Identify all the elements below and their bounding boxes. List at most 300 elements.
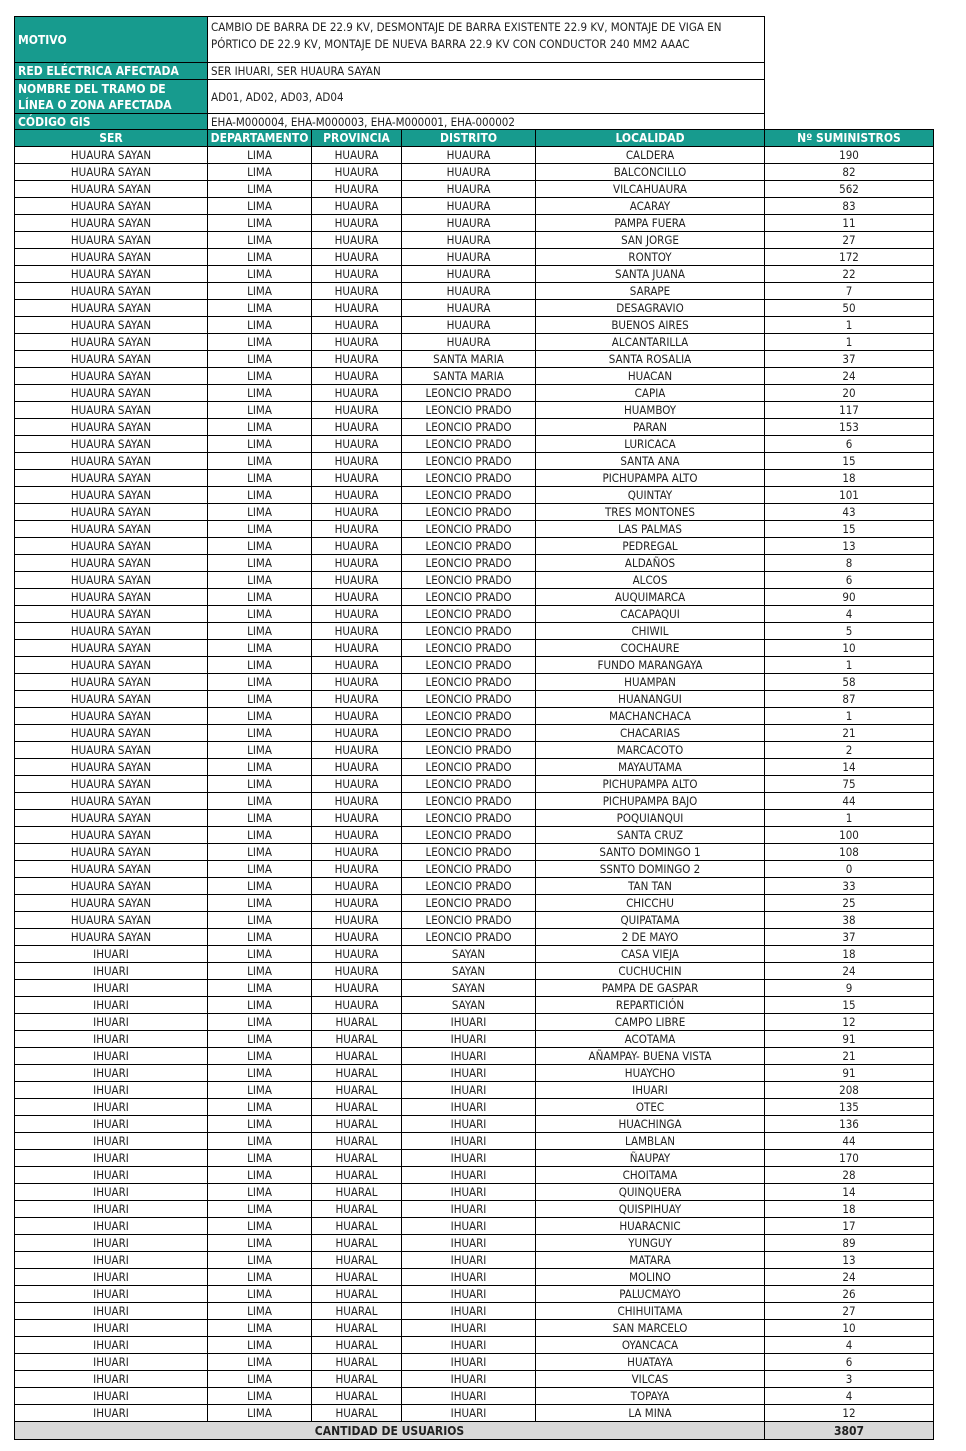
cell-departamento: LIMA — [208, 895, 312, 912]
cell-suministros: 1 — [765, 317, 934, 334]
cell-suministros: 38 — [765, 912, 934, 929]
table-row — [15, 810, 934, 827]
cell-suministros: 170 — [765, 1150, 934, 1167]
cell-departamento: LIMA — [208, 572, 312, 589]
table-row — [15, 844, 934, 861]
table-row — [15, 232, 934, 249]
cell-distrito: HUAURA — [402, 283, 536, 300]
table-row — [15, 368, 934, 385]
cell-departamento: LIMA — [208, 436, 312, 453]
table-row — [15, 215, 934, 232]
cell-suministros: 0 — [765, 861, 934, 878]
table-row — [15, 1099, 934, 1116]
cell-departamento: LIMA — [208, 1269, 312, 1286]
cell-departamento: LIMA — [208, 878, 312, 895]
cell-distrito: LEONCIO PRADO — [402, 895, 536, 912]
cell-distrito: LEONCIO PRADO — [402, 827, 536, 844]
cell-departamento: LIMA — [208, 1337, 312, 1354]
table-row — [15, 453, 934, 470]
cell-localidad: PALUCMAYO — [536, 1286, 765, 1303]
cell-suministros: 50 — [765, 300, 934, 317]
table-row — [15, 997, 934, 1014]
cell-departamento: LIMA — [208, 453, 312, 470]
cell-distrito: LEONCIO PRADO — [402, 793, 536, 810]
tramo-label-line-1: NOMBRE DEL TRAMO DE — [18, 81, 166, 96]
cell-suministros: 15 — [765, 997, 934, 1014]
cell-departamento: LIMA — [208, 1099, 312, 1116]
cell-suministros: 24 — [765, 368, 934, 385]
cell-departamento: LIMA — [208, 1286, 312, 1303]
cell-ser: IHUARI — [15, 980, 208, 997]
cell-localidad: CHIWIL — [536, 623, 765, 640]
table-row — [15, 742, 934, 759]
cell-departamento: LIMA — [208, 1320, 312, 1337]
table-row — [15, 487, 934, 504]
cell-ser: HUAURA SAYAN — [15, 691, 208, 708]
cell-departamento: LIMA — [208, 1218, 312, 1235]
cell-provincia: HUAURA — [312, 895, 402, 912]
cell-localidad: ALCANTARILLA — [536, 334, 765, 351]
cell-provincia: HUAURA — [312, 300, 402, 317]
table-row — [15, 572, 934, 589]
cell-suministros: 44 — [765, 1133, 934, 1150]
cell-provincia: HUAURA — [312, 674, 402, 691]
cell-departamento: LIMA — [208, 198, 312, 215]
cell-distrito: LEONCIO PRADO — [402, 657, 536, 674]
cell-distrito: SANTA MARIA — [402, 351, 536, 368]
cell-distrito: IHUARI — [402, 1405, 536, 1422]
cell-ser: HUAURA SAYAN — [15, 657, 208, 674]
cell-departamento: LIMA — [208, 1201, 312, 1218]
cell-ser: IHUARI — [15, 1048, 208, 1065]
motivo-label: MOTIVO — [15, 17, 208, 63]
cell-departamento: LIMA — [208, 776, 312, 793]
col-header-localidad: LOCALIDAD — [536, 130, 765, 147]
col-header-departamento: DEPARTAMENTO — [208, 130, 312, 147]
cell-localidad: FUNDO MARANGAYA — [536, 657, 765, 674]
cell-ser: HUAURA SAYAN — [15, 708, 208, 725]
cell-departamento: LIMA — [208, 623, 312, 640]
cell-ser: HUAURA SAYAN — [15, 742, 208, 759]
cell-departamento: LIMA — [208, 708, 312, 725]
cell-ser: IHUARI — [15, 1337, 208, 1354]
cell-provincia: HUAURA — [312, 929, 402, 946]
cell-provincia: HUARAL — [312, 1218, 402, 1235]
cell-departamento: LIMA — [208, 725, 312, 742]
cell-distrito: LEONCIO PRADO — [402, 419, 536, 436]
cell-localidad: LAS PALMAS — [536, 521, 765, 538]
cell-ser: HUAURA SAYAN — [15, 198, 208, 215]
cell-departamento: LIMA — [208, 1014, 312, 1031]
cell-suministros: 21 — [765, 1048, 934, 1065]
cell-distrito: HUAURA — [402, 317, 536, 334]
cell-ser: HUAURA SAYAN — [15, 402, 208, 419]
cell-suministros: 58 — [765, 674, 934, 691]
table-row — [15, 181, 934, 198]
cell-localidad: SAN MARCELO — [536, 1320, 765, 1337]
cell-provincia: HUAURA — [312, 470, 402, 487]
cell-provincia: HUARAL — [312, 1099, 402, 1116]
cell-ser: HUAURA SAYAN — [15, 368, 208, 385]
cell-ser: IHUARI — [15, 1371, 208, 1388]
cell-distrito: IHUARI — [402, 1167, 536, 1184]
cell-ser: IHUARI — [15, 1082, 208, 1099]
cell-localidad: SSNTO DOMINGO 2 — [536, 861, 765, 878]
table-row — [15, 1116, 934, 1133]
cell-suministros: 101 — [765, 487, 934, 504]
table-row — [15, 895, 934, 912]
cell-departamento: LIMA — [208, 1150, 312, 1167]
cell-suministros: 89 — [765, 1235, 934, 1252]
cell-suministros: 43 — [765, 504, 934, 521]
cell-provincia: HUAURA — [312, 198, 402, 215]
cell-ser: HUAURA SAYAN — [15, 181, 208, 198]
cell-localidad: PICHUPAMPA BAJO — [536, 793, 765, 810]
cell-localidad: SANTA CRUZ — [536, 827, 765, 844]
cell-suministros: 1 — [765, 708, 934, 725]
red-row — [15, 63, 934, 80]
cell-provincia: HUAURA — [312, 147, 402, 164]
cell-suministros: 190 — [765, 147, 934, 164]
table-row — [15, 249, 934, 266]
table-row — [15, 623, 934, 640]
cell-ser: HUAURA SAYAN — [15, 878, 208, 895]
cell-suministros: 3 — [765, 1371, 934, 1388]
table-row — [15, 776, 934, 793]
cell-distrito: SAYAN — [402, 980, 536, 997]
table-row — [15, 1065, 934, 1082]
table-row — [15, 351, 934, 368]
cell-distrito: LEONCIO PRADO — [402, 759, 536, 776]
cell-ser: HUAURA SAYAN — [15, 793, 208, 810]
table-row — [15, 606, 934, 623]
cell-localidad: ALDAÑOS — [536, 555, 765, 572]
cell-distrito: LEONCIO PRADO — [402, 929, 536, 946]
cell-localidad: OTEC — [536, 1099, 765, 1116]
cell-distrito: LEONCIO PRADO — [402, 878, 536, 895]
cell-distrito: HUAURA — [402, 232, 536, 249]
cell-localidad: CHICCHU — [536, 895, 765, 912]
cell-suministros: 117 — [765, 402, 934, 419]
cell-departamento: LIMA — [208, 317, 312, 334]
cell-provincia: HUAURA — [312, 742, 402, 759]
cell-ser: IHUARI — [15, 1150, 208, 1167]
cell-distrito: HUAURA — [402, 164, 536, 181]
cell-suministros: 27 — [765, 232, 934, 249]
col-header-distrito: DISTRITO — [402, 130, 536, 147]
table-row — [15, 708, 934, 725]
cell-ser: HUAURA SAYAN — [15, 810, 208, 827]
cell-distrito: IHUARI — [402, 1303, 536, 1320]
cell-distrito: LEONCIO PRADO — [402, 708, 536, 725]
cell-ser: IHUARI — [15, 1218, 208, 1235]
total-row — [15, 1422, 934, 1440]
cell-provincia: HUAURA — [312, 997, 402, 1014]
cell-provincia: HUARAL — [312, 1116, 402, 1133]
cell-ser: IHUARI — [15, 1133, 208, 1150]
table-row — [15, 385, 934, 402]
cell-localidad: PAMPA FUERA — [536, 215, 765, 232]
cell-departamento: LIMA — [208, 589, 312, 606]
cell-localidad: HUAMPAN — [536, 674, 765, 691]
cell-suministros: 1 — [765, 334, 934, 351]
table-row — [15, 504, 934, 521]
cell-distrito: HUAURA — [402, 334, 536, 351]
cell-distrito: HUAURA — [402, 198, 536, 215]
cell-departamento: LIMA — [208, 742, 312, 759]
cell-provincia: HUAURA — [312, 878, 402, 895]
col-header-provincia: PROVINCIA — [312, 130, 402, 147]
cell-provincia: HUAURA — [312, 266, 402, 283]
cell-suministros: 1 — [765, 810, 934, 827]
table-row — [15, 1405, 934, 1422]
cell-provincia: HUAURA — [312, 793, 402, 810]
cell-localidad: CASA VIEJA — [536, 946, 765, 963]
cell-departamento: LIMA — [208, 1048, 312, 1065]
cell-departamento: LIMA — [208, 232, 312, 249]
motivo-row — [15, 17, 934, 63]
cell-localidad: CUCHUCHIN — [536, 963, 765, 980]
cell-suministros: 562 — [765, 181, 934, 198]
cell-departamento: LIMA — [208, 1133, 312, 1150]
cell-suministros: 91 — [765, 1031, 934, 1048]
col-header-suministros: Nº SUMINISTROS — [765, 130, 934, 147]
cell-localidad: SAN JORGE — [536, 232, 765, 249]
cell-distrito: LEONCIO PRADO — [402, 453, 536, 470]
cell-ser: HUAURA SAYAN — [15, 470, 208, 487]
table-row — [15, 1286, 934, 1303]
cell-suministros: 24 — [765, 963, 934, 980]
cell-ser: IHUARI — [15, 1286, 208, 1303]
cell-localidad: MARCACOTO — [536, 742, 765, 759]
cell-departamento: LIMA — [208, 1354, 312, 1371]
cell-ser: HUAURA SAYAN — [15, 572, 208, 589]
cell-localidad: LURICACA — [536, 436, 765, 453]
cell-localidad: IHUARI — [536, 1082, 765, 1099]
cell-distrito: LEONCIO PRADO — [402, 776, 536, 793]
cell-provincia: HUARAL — [312, 1031, 402, 1048]
cell-distrito: SAYAN — [402, 963, 536, 980]
table-row — [15, 538, 934, 555]
cell-suministros: 18 — [765, 1201, 934, 1218]
cell-departamento: LIMA — [208, 1116, 312, 1133]
total-value: 3807 — [765, 1422, 934, 1440]
cell-ser: IHUARI — [15, 1201, 208, 1218]
cell-distrito: LEONCIO PRADO — [402, 623, 536, 640]
cell-ser: HUAURA SAYAN — [15, 147, 208, 164]
cell-distrito: IHUARI — [402, 1252, 536, 1269]
table-row — [15, 1031, 934, 1048]
cell-departamento: LIMA — [208, 385, 312, 402]
cell-ser: IHUARI — [15, 1354, 208, 1371]
cell-suministros: 13 — [765, 538, 934, 555]
cell-provincia: HUAURA — [312, 249, 402, 266]
cell-ser: HUAURA SAYAN — [15, 827, 208, 844]
cell-ser: IHUARI — [15, 1235, 208, 1252]
cell-localidad: HUANANGUI — [536, 691, 765, 708]
cell-suministros: 27 — [765, 1303, 934, 1320]
table-row — [15, 674, 934, 691]
cell-departamento: LIMA — [208, 861, 312, 878]
table-row — [15, 266, 934, 283]
cell-ser: HUAURA SAYAN — [15, 232, 208, 249]
cell-suministros: 7 — [765, 283, 934, 300]
cell-departamento: LIMA — [208, 300, 312, 317]
cell-provincia: HUAURA — [312, 453, 402, 470]
cell-localidad: 2 DE MAYO — [536, 929, 765, 946]
cell-localidad: COCHAURE — [536, 640, 765, 657]
cell-suministros: 37 — [765, 929, 934, 946]
cell-provincia: HUAURA — [312, 963, 402, 980]
cell-provincia: HUAURA — [312, 708, 402, 725]
cell-localidad: TRES MONTONES — [536, 504, 765, 521]
cell-provincia: HUAURA — [312, 487, 402, 504]
table-row — [15, 861, 934, 878]
cell-distrito: IHUARI — [402, 1065, 536, 1082]
cell-distrito: LEONCIO PRADO — [402, 691, 536, 708]
cell-ser: IHUARI — [15, 1014, 208, 1031]
cell-localidad: LA MINA — [536, 1405, 765, 1422]
cell-distrito: LEONCIO PRADO — [402, 674, 536, 691]
cell-distrito: IHUARI — [402, 1337, 536, 1354]
cell-provincia: HUAURA — [312, 725, 402, 742]
table-row — [15, 283, 934, 300]
table-row — [15, 198, 934, 215]
cell-suministros: 11 — [765, 215, 934, 232]
table-row — [15, 1235, 934, 1252]
table-row — [15, 147, 934, 164]
tramo-row — [15, 80, 934, 114]
red-value: SER IHUARI, SER HUAURA SAYAN — [208, 63, 765, 80]
cell-provincia: HUAURA — [312, 555, 402, 572]
cell-departamento: LIMA — [208, 674, 312, 691]
cell-provincia: HUAURA — [312, 181, 402, 198]
gis-value: EHA-M000004, EHA-M000003, EHA-M000001, EHA-000002 — [208, 114, 765, 130]
cell-suministros: 4 — [765, 1337, 934, 1354]
cell-localidad: QUIPATAMA — [536, 912, 765, 929]
cell-suministros: 44 — [765, 793, 934, 810]
cell-ser: HUAURA SAYAN — [15, 385, 208, 402]
cell-suministros: 18 — [765, 470, 934, 487]
table-row — [15, 317, 934, 334]
cell-distrito: IHUARI — [402, 1218, 536, 1235]
cell-departamento: LIMA — [208, 1303, 312, 1320]
table-row — [15, 691, 934, 708]
table-row — [15, 1252, 934, 1269]
tramo-label — [15, 80, 208, 114]
cell-localidad: QUINQUERA — [536, 1184, 765, 1201]
table-row — [15, 1269, 934, 1286]
cell-localidad: SARAPE — [536, 283, 765, 300]
cell-localidad: SANTA ANA — [536, 453, 765, 470]
cell-localidad: MOLINO — [536, 1269, 765, 1286]
cell-provincia: HUAURA — [312, 861, 402, 878]
cell-suministros: 13 — [765, 1252, 934, 1269]
cell-localidad: TAN TAN — [536, 878, 765, 895]
cell-suministros: 5 — [765, 623, 934, 640]
cell-provincia: HUAURA — [312, 504, 402, 521]
cell-provincia: HUARAL — [312, 1167, 402, 1184]
cell-localidad: AUQUIMARCA — [536, 589, 765, 606]
cell-provincia: HUARAL — [312, 1320, 402, 1337]
cell-ser: IHUARI — [15, 1099, 208, 1116]
table-row — [15, 1218, 934, 1235]
cell-departamento: LIMA — [208, 181, 312, 198]
cell-suministros: 91 — [765, 1065, 934, 1082]
cell-departamento: LIMA — [208, 249, 312, 266]
cell-ser: HUAURA SAYAN — [15, 538, 208, 555]
table-row — [15, 1371, 934, 1388]
cell-suministros: 2 — [765, 742, 934, 759]
cell-provincia: HUARAL — [312, 1201, 402, 1218]
cell-departamento: LIMA — [208, 538, 312, 555]
cell-localidad: HUATAYA — [536, 1354, 765, 1371]
cell-localidad: HUACAN — [536, 368, 765, 385]
cell-provincia: HUARAL — [312, 1048, 402, 1065]
cell-suministros: 21 — [765, 725, 934, 742]
cell-distrito: IHUARI — [402, 1150, 536, 1167]
table-row — [15, 1201, 934, 1218]
cell-localidad: QUISPIHUAY — [536, 1201, 765, 1218]
cell-ser: HUAURA SAYAN — [15, 300, 208, 317]
cell-distrito: SANTA MARIA — [402, 368, 536, 385]
cell-provincia: HUAURA — [312, 912, 402, 929]
cell-suministros: 15 — [765, 453, 934, 470]
cell-departamento: LIMA — [208, 1031, 312, 1048]
gis-label: CÓDIGO GIS — [15, 114, 208, 130]
cell-ser: HUAURA SAYAN — [15, 929, 208, 946]
cell-departamento: LIMA — [208, 164, 312, 181]
cell-distrito: LEONCIO PRADO — [402, 606, 536, 623]
cell-suministros: 172 — [765, 249, 934, 266]
table-row — [15, 436, 934, 453]
cell-ser: HUAURA SAYAN — [15, 334, 208, 351]
cell-ser: HUAURA SAYAN — [15, 351, 208, 368]
cell-departamento: LIMA — [208, 759, 312, 776]
cell-localidad: POQUIANQUI — [536, 810, 765, 827]
cell-localidad: ACOTAMA — [536, 1031, 765, 1048]
cell-ser: HUAURA SAYAN — [15, 606, 208, 623]
cell-ser: HUAURA SAYAN — [15, 283, 208, 300]
cell-provincia: HUAURA — [312, 351, 402, 368]
cell-ser: HUAURA SAYAN — [15, 266, 208, 283]
cell-localidad: PICHUPAMPA ALTO — [536, 470, 765, 487]
table-row — [15, 980, 934, 997]
cell-localidad: SANTA ROSALIA — [536, 351, 765, 368]
cell-distrito: IHUARI — [402, 1269, 536, 1286]
cell-distrito: IHUARI — [402, 1201, 536, 1218]
cell-distrito: IHUARI — [402, 1116, 536, 1133]
cell-distrito: IHUARI — [402, 1371, 536, 1388]
cell-ser: HUAURA SAYAN — [15, 555, 208, 572]
cell-ser: HUAURA SAYAN — [15, 623, 208, 640]
cell-departamento: LIMA — [208, 1371, 312, 1388]
cell-distrito: IHUARI — [402, 1048, 536, 1065]
cell-provincia: HUAURA — [312, 827, 402, 844]
cell-localidad: HUARACNIC — [536, 1218, 765, 1235]
cell-provincia: HUAURA — [312, 691, 402, 708]
cell-ser: IHUARI — [15, 1031, 208, 1048]
cell-provincia: HUAURA — [312, 317, 402, 334]
cell-departamento: LIMA — [208, 1405, 312, 1422]
cell-suministros: 6 — [765, 572, 934, 589]
cell-departamento: LIMA — [208, 487, 312, 504]
cell-ser: IHUARI — [15, 1405, 208, 1422]
cell-provincia: HUAURA — [312, 776, 402, 793]
cell-distrito: LEONCIO PRADO — [402, 810, 536, 827]
cell-departamento: LIMA — [208, 215, 312, 232]
table-row — [15, 1320, 934, 1337]
